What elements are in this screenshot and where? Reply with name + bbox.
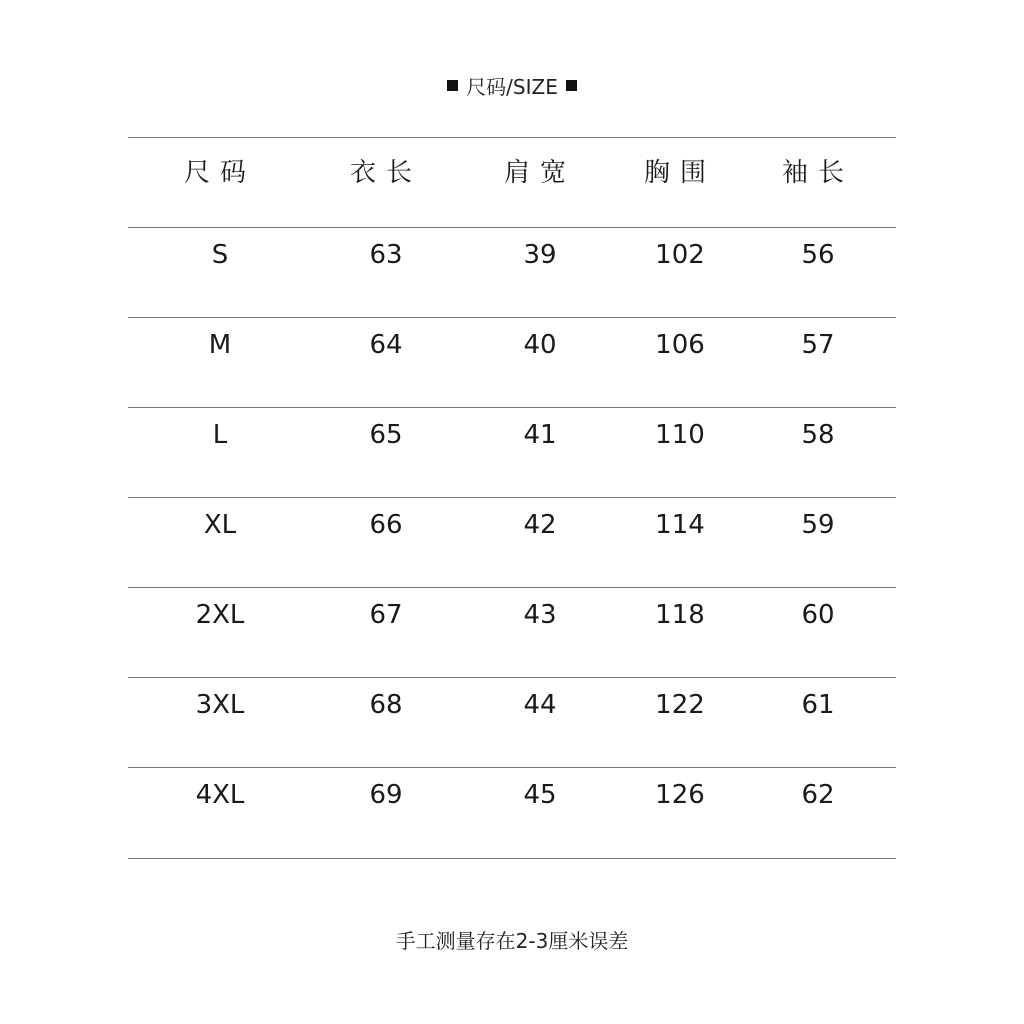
table-row: [128, 407, 896, 497]
cell-shoulder: 43: [523, 600, 557, 630]
cell-sleeve: 59: [801, 510, 835, 540]
cell-sleeve: 58: [801, 420, 835, 450]
cell-size: 2XL: [195, 600, 245, 630]
cell-shoulder: 40: [523, 330, 557, 360]
cell-length: 66: [369, 510, 403, 540]
cell-size: XL: [203, 510, 237, 540]
cell-size: M: [208, 330, 232, 360]
cell-shoulder: 45: [523, 780, 557, 810]
cell-length: 64: [369, 330, 403, 360]
cell-length: 67: [369, 600, 403, 630]
cell-shoulder: 44: [523, 690, 557, 720]
cell-chest: 122: [655, 690, 705, 720]
table-row: [128, 677, 896, 767]
cell-chest: 102: [655, 240, 705, 270]
cell-size: 4XL: [195, 780, 245, 810]
cell-sleeve: 60: [801, 600, 835, 630]
header-chest: 胸围: [643, 158, 716, 188]
table-row: [128, 497, 896, 587]
cell-sleeve: 57: [801, 330, 835, 360]
table-row: [128, 767, 896, 859]
cell-chest: 106: [655, 330, 705, 360]
cell-length: 69: [369, 780, 403, 810]
cell-chest: 114: [655, 510, 705, 540]
cell-shoulder: 41: [523, 420, 557, 450]
cell-chest: 126: [655, 780, 705, 810]
cell-sleeve: 61: [801, 690, 835, 720]
table-row: [128, 587, 896, 677]
cell-length: 63: [369, 240, 403, 270]
cell-shoulder: 42: [523, 510, 557, 540]
cell-length: 65: [369, 420, 403, 450]
table-header-row: [128, 137, 896, 227]
square-bullet-icon: [566, 80, 577, 91]
size-table: [128, 137, 896, 859]
cell-chest: 118: [655, 600, 705, 630]
cell-chest: 110: [655, 420, 705, 450]
measurement-note: 手工测量存在2-3厘米误差: [395, 929, 629, 953]
cell-size: 3XL: [195, 690, 245, 720]
cell-size: S: [211, 240, 229, 270]
cell-sleeve: 56: [801, 240, 835, 270]
header-size: 尺码: [183, 158, 256, 188]
cell-length: 68: [369, 690, 403, 720]
title-text: 尺码/SIZE: [466, 74, 558, 99]
cell-shoulder: 39: [523, 240, 557, 270]
table-row: [128, 317, 896, 407]
cell-sleeve: 62: [801, 780, 835, 810]
size-chart-title: [0, 70, 1024, 100]
header-shoulder: 肩宽: [503, 158, 576, 188]
header-length: 衣长: [349, 158, 422, 188]
square-bullet-icon: [447, 80, 458, 91]
header-sleeve: 袖长: [781, 158, 854, 188]
table-row: [128, 227, 896, 317]
cell-size: L: [212, 420, 228, 450]
